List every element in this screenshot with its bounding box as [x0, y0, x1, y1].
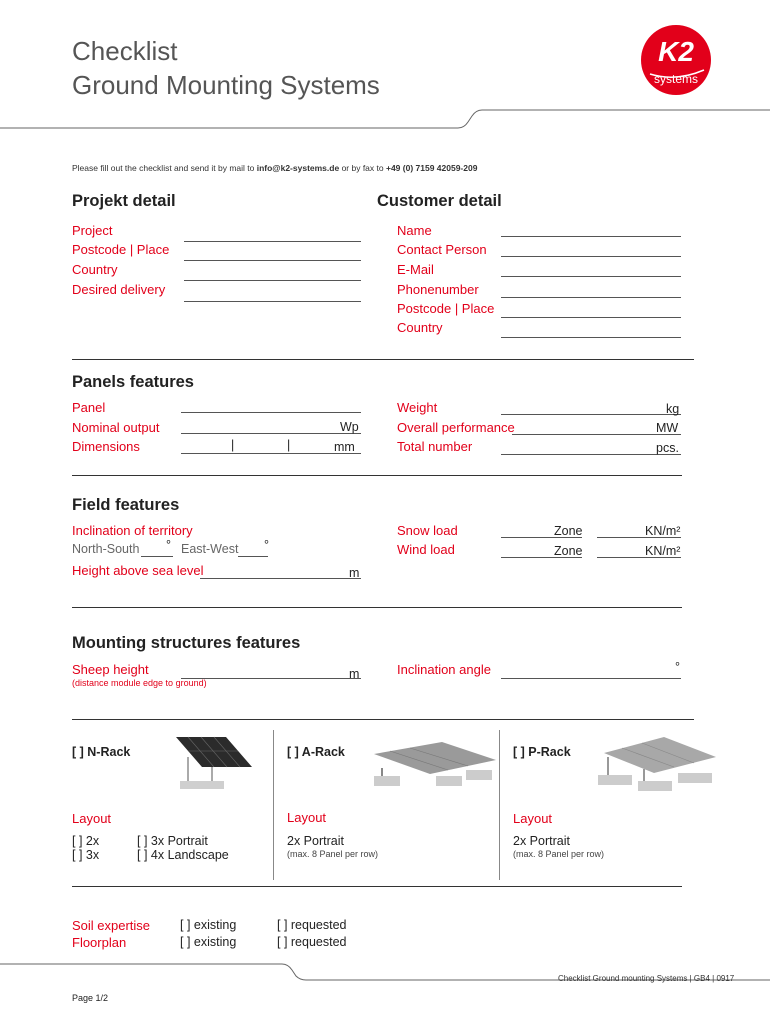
total-number-field[interactable] — [501, 439, 681, 455]
a-rack-checkbox[interactable]: [ ] A-Rack — [287, 745, 345, 759]
email-field[interactable] — [501, 261, 681, 277]
n-rack-4x-landscape-option[interactable]: [ ] 4x Landscape — [137, 848, 229, 862]
postcode-label: Postcode | Place — [72, 242, 170, 257]
inclination-angle-label: Inclination angle — [397, 662, 491, 677]
section-divider — [72, 886, 682, 887]
phone-field[interactable] — [501, 282, 681, 298]
kg-unit: kg — [666, 402, 680, 416]
contact-person-label: Contact Person — [397, 242, 487, 257]
contact-person-field[interactable] — [501, 241, 681, 257]
sheep-height-field[interactable] — [181, 663, 361, 679]
intro-email: info@k2-systems.de — [256, 163, 340, 173]
snow-zone-label: Zone — [554, 524, 583, 538]
soil-existing-option[interactable]: [ ] existing — [180, 918, 237, 932]
p-rack-illustration — [594, 733, 719, 793]
n-rack-3x-portrait-option[interactable]: [ ] 3x Portrait — [137, 834, 208, 848]
wind-load-label: Wind load — [397, 542, 455, 557]
section-divider — [72, 359, 694, 360]
north-south-label: North-South — [72, 542, 140, 556]
country-label: Country — [72, 262, 118, 277]
inclination-angle-unit: ° — [675, 660, 680, 674]
phone-label: Phonenumber — [397, 282, 479, 297]
height-sea-level-label: Height above sea level — [72, 563, 204, 578]
nominal-output-field[interactable] — [181, 418, 361, 434]
customer-postcode-label: Postcode | Place — [397, 301, 495, 316]
a-rack-illustration — [370, 740, 500, 790]
p-rack-layout-label: Layout — [513, 811, 553, 826]
n-rack-2x-option[interactable]: [ ] 2x — [72, 834, 100, 848]
rack-divider-2 — [499, 730, 500, 880]
header-divider — [0, 108, 770, 132]
weight-label: Weight — [397, 400, 438, 415]
mw-unit: MW — [656, 421, 679, 435]
nominal-output-label: Nominal output — [72, 420, 160, 435]
footer-doc-ref: Checklist Ground mounting Systems | GB4 | 0917 — [558, 974, 735, 983]
p-rack-checkbox[interactable]: [ ] P-Rack — [513, 745, 571, 759]
p-rack-portrait-text: 2x Portrait — [513, 834, 570, 848]
dim-separator-2: | — [287, 438, 291, 452]
floorplan-label: Floorplan — [72, 935, 127, 950]
email-label: E-Mail — [397, 262, 434, 277]
a-rack-layout-label: Layout — [287, 810, 327, 825]
mounting-heading: Mounting structures features — [72, 634, 301, 652]
dimensions-label: Dimensions — [72, 439, 140, 454]
customer-heading: Customer detail — [377, 192, 502, 210]
pcs-unit: pcs. — [656, 441, 679, 455]
snow-load-label: Snow load — [397, 523, 458, 538]
east-west-degree: ° — [264, 538, 269, 552]
soil-requested-option[interactable]: [ ] requested — [277, 918, 347, 932]
field-heading: Field features — [72, 496, 180, 514]
panel-label: Panel — [72, 400, 106, 415]
logo-text: K2 — [658, 36, 694, 67]
project-label: Project — [72, 223, 113, 238]
customer-country-label: Country — [397, 320, 443, 335]
desired-delivery-label: Desired delivery — [72, 282, 166, 297]
height-unit: m — [349, 566, 360, 580]
customer-postcode-field[interactable] — [501, 302, 681, 318]
title-line-2: Ground Mounting Systems — [72, 70, 380, 100]
n-rack-layout-label: Layout — [72, 811, 112, 826]
intro-text: Please fill out the checklist and send it by mail to info@k2-systems.de or by fax to +49 (0) 7159 42059-209 — [72, 163, 478, 173]
floorplan-existing-option[interactable]: [ ] existing — [180, 935, 237, 949]
sheep-height-label: Sheep height — [72, 662, 149, 677]
height-sea-level-field[interactable] — [200, 563, 361, 579]
north-south-degree: ° — [166, 538, 171, 552]
a-rack-portrait-text: 2x Portrait — [287, 834, 344, 848]
total-number-label: Total number — [397, 439, 473, 454]
k2-logo — [640, 24, 712, 96]
page-number: Page 1/2 — [72, 993, 109, 1003]
wind-load-unit: KN/m² — [645, 544, 681, 558]
section-divider — [72, 719, 694, 720]
dim-separator-1: | — [231, 438, 235, 452]
n-rack-3x-option[interactable]: [ ] 3x — [72, 848, 100, 862]
inclination-territory-label: Inclination of territory — [72, 523, 193, 538]
name-field[interactable] — [501, 221, 681, 237]
east-west-label: East-West — [181, 542, 239, 556]
wind-zone-label: Zone — [554, 544, 583, 558]
weight-field[interactable] — [501, 399, 681, 415]
country-field[interactable] — [184, 265, 361, 281]
project-field[interactable] — [184, 226, 361, 242]
soil-expertise-label: Soil expertise — [72, 918, 151, 933]
name-label: Name — [397, 223, 432, 238]
a-rack-max-note: (max. 8 Panel per row) — [287, 849, 379, 859]
postcode-field[interactable] — [184, 245, 361, 261]
rack-divider-1 — [273, 730, 274, 880]
p-rack-max-note: (max. 8 Panel per row) — [513, 849, 605, 859]
wp-unit: Wp — [340, 420, 359, 434]
inclination-angle-field[interactable] — [501, 663, 681, 679]
section-divider — [72, 475, 682, 476]
title-line-1: Checklist — [72, 36, 178, 66]
panel-field[interactable] — [181, 397, 361, 413]
panels-heading: Panels features — [72, 373, 194, 391]
mm-unit: mm — [334, 440, 355, 454]
floorplan-requested-option[interactable]: [ ] requested — [277, 935, 347, 949]
sheep-height-note: (distance module edge to ground) — [72, 678, 207, 688]
projekt-heading: Projekt detail — [72, 192, 176, 210]
snow-load-unit: KN/m² — [645, 524, 681, 538]
overall-performance-label: Overall performance — [397, 420, 515, 435]
sheep-height-unit: m — [349, 667, 360, 681]
section-divider — [72, 607, 682, 608]
logo-subtext: systems — [653, 72, 698, 86]
customer-country-field[interactable] — [501, 322, 681, 338]
desired-delivery-field[interactable] — [184, 286, 361, 302]
intro-fax: +49 (0) 7159 42059-209 — [385, 163, 478, 173]
n-rack-illustration — [168, 733, 258, 793]
n-rack-checkbox[interactable]: [ ] N-Rack — [72, 745, 131, 759]
